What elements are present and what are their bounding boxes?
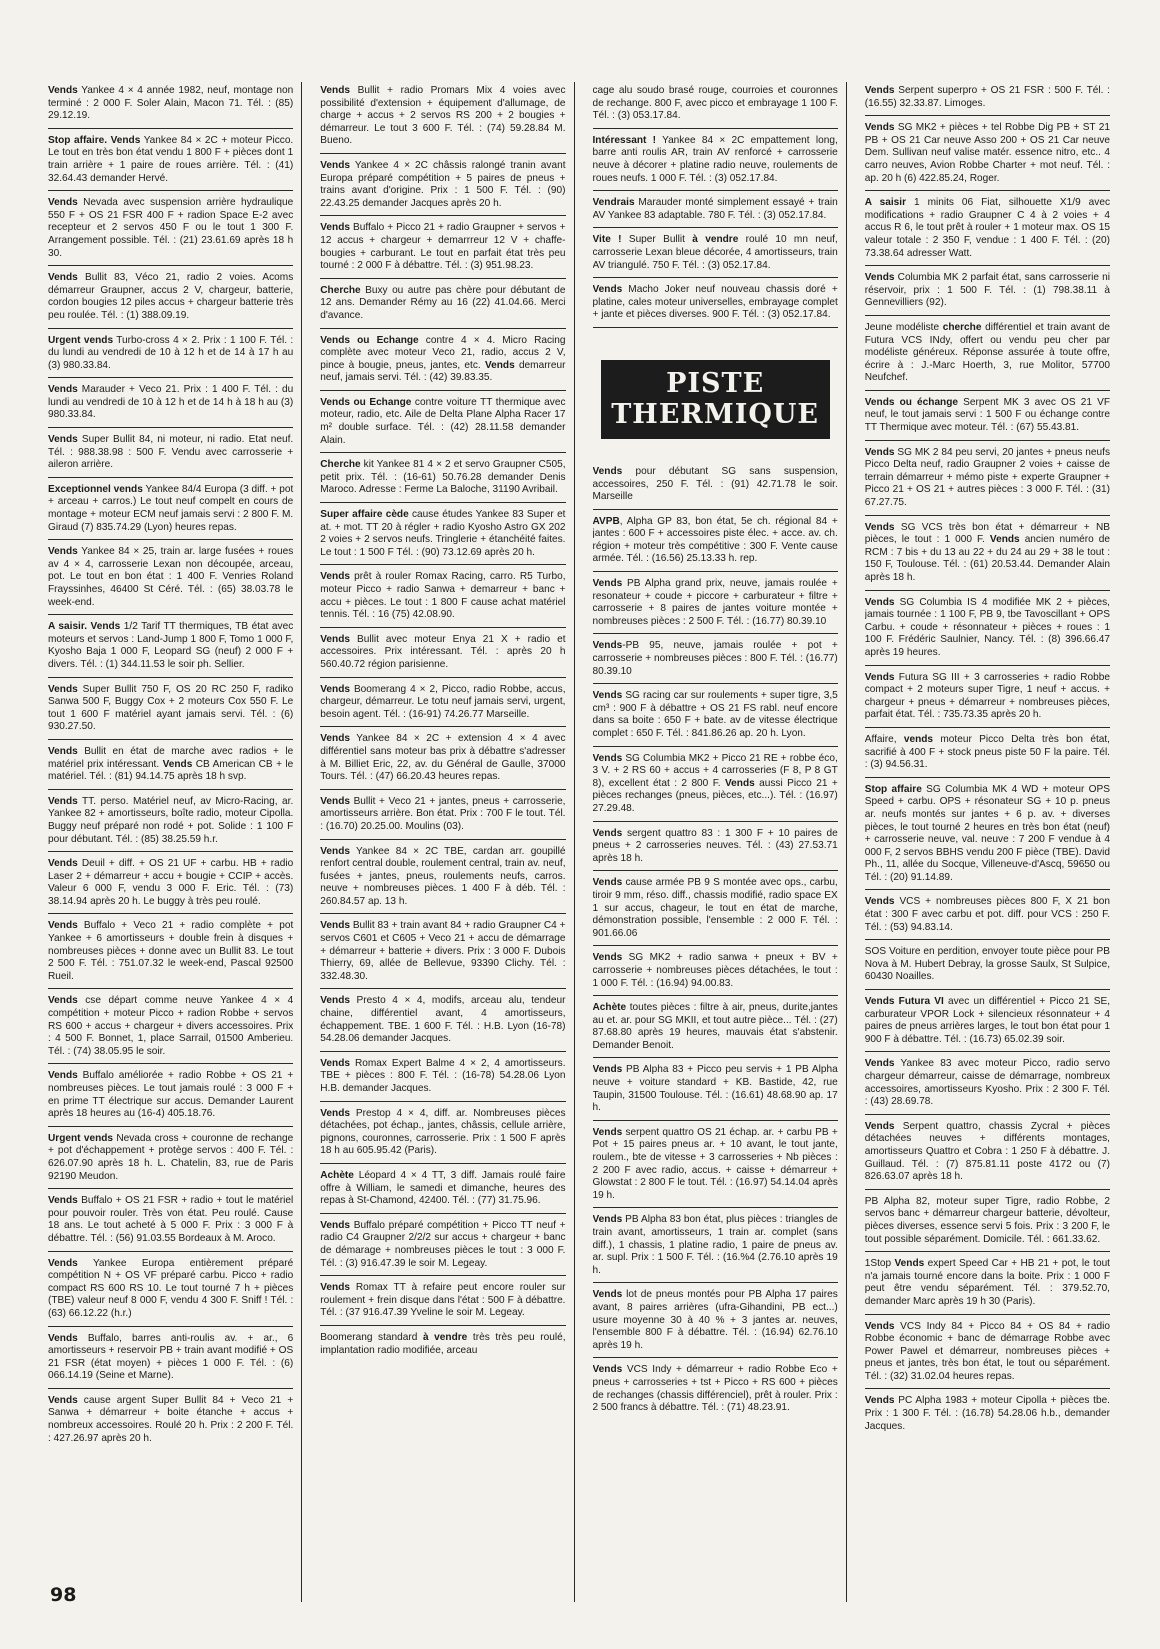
classified-ad	[320, 219, 565, 278]
ad-text: Buffalo améliorée + radio Robbe + OS 21 + nombreuses pièces. Le tout jamais roulé : 3 000 F + en prime TT électrique sur accus. Demander Laurent après 18 heures au (16-4) 405.18.76.	[48, 1070, 294, 1120]
ad-text: toutes pièces : filtre à air, pneus, durite,jantes au et. ar. pour SG MKII, et tout autre pièce... Tél. : (27) 87.68.80 après 19 heures, mauvais état s'abstenir. Demander Benoit.	[592, 1002, 838, 1051]
classified-ad	[48, 82, 293, 129]
ad-keyword: Urgent vends	[48, 334, 114, 346]
ad-text: SG MK2 + radio sanwa + pneux + BV + carrosserie + nombreuses pièces détachées, le tout : 1 000 F. Tél. : (16.94) 94.00.83.	[592, 952, 838, 989]
classified-ad	[865, 519, 1110, 591]
classified-ad	[48, 431, 293, 478]
classified-ad	[48, 1192, 293, 1251]
classified-ad	[593, 687, 838, 746]
ad-keyword: Vends	[592, 1289, 623, 1301]
ad-keyword: Vends	[592, 952, 623, 964]
ad-text: Columbia MK 2 parfait état, sans carrosserie ni réservoir, prix : 1 500 F. Tél. : (1) 798.38.11 à Gennevilliers (92).	[864, 272, 1110, 309]
ad-text: Romax TT à refaire peut encore rouler sur roulement + frein disque dans l'état : 500 F à débattre. Tél. : (37 916.47.39 Yveline le soir M. Legeay.	[320, 1282, 566, 1319]
classified-ad	[865, 781, 1110, 891]
ad-keyword: Vends ou échange	[864, 396, 959, 408]
ad-keyword: Vends	[320, 995, 350, 1007]
ad-keyword: Vends	[320, 683, 350, 695]
classified-ad	[865, 444, 1110, 516]
ad-text: Boomerang 4 × 2, Picco, radio Robbe, accus, chargeur, démarreur. Le totu neuf jamais servi, urgent, besoin agent. Tél. : (16-91) 74.26.77 Marseille.	[320, 683, 566, 720]
ad-text: Buxy ou autre pas chère pour débutant de 12 ans. Demander Rémy au 16 (22) 41.04.66. Merci d'avance.	[320, 284, 566, 321]
classified-ad	[593, 513, 838, 572]
ad-keyword: Vends	[320, 920, 350, 932]
ad-keyword: Vends	[592, 752, 623, 764]
ad-text: lot de pneus montés pour PB Alpha 17 paires avant, 8 paires arrières (ufra-Gihandini, PB ect...) usure moyenne 30 à 40 % + 3 jantes ar. neuves, l'ensemble 800 F à débattre. Tél. : (16.94) 62.76.10 après 19 h.	[592, 1289, 838, 1351]
banner-line: PISTE	[666, 367, 765, 399]
ad-keyword: Vends	[592, 690, 623, 702]
ad-text: Bullit en état de marche avec radios + le matériel prix intéressant.	[48, 745, 294, 770]
ad-keyword: Vends	[320, 571, 350, 583]
ad-text: Yankee 84 × 2C + moteur Picco. Le tout en très bon état vendu 1 800 F + pièces dont 1 train arrière + 1 paire de roues arrière. Tél. : (41) 32.64.43 demander Hervé.	[48, 134, 294, 184]
ad-keyword: Vends	[592, 284, 623, 296]
ads-column-2	[320, 82, 574, 1602]
classified-ad	[48, 332, 293, 379]
classified-ad	[593, 231, 838, 278]
ad-keyword: Vends	[592, 827, 623, 839]
classified-ad	[865, 993, 1110, 1052]
ad-keyword: Vends	[864, 272, 895, 284]
ad-text: SG Columbia IS 4 modifiée MK 2 + pièces, jamais tournée : 1 100 F, PB 9, tbe Tavoscillant + OPS Carbu. + coude + résonnateur + pièces + roues : 1 100 F. Frédéric Saulnier, Nancy. Tél. : (8) 396.66.47 après 19 heures.	[864, 596, 1110, 658]
classified-ad	[320, 730, 565, 789]
classified-ad	[48, 1255, 293, 1327]
ad-text: Turbo-cross 4 × 2. Prix : 1 100 F. Tél. : du lundi au vendredi de 10 à 12 h et de 14 à 17 h au (3) 980.33.84.	[48, 334, 294, 371]
ad-keyword: cherche	[942, 321, 982, 333]
classified-ad	[320, 1329, 565, 1362]
ad-text: cause armée PB 9 S montée avec ops., carbu, tiroir 9 mm, réso. diff., chassis modifié, radio space EX 1 sur accus, chageur, le tout en état de marche, démonstration possible, l'ensemble : 2 000 F. Tél. : 901.66.06	[592, 877, 838, 939]
classified-ad	[320, 506, 565, 565]
classified-ad	[48, 132, 293, 191]
ad-text: Jeune modéliste	[864, 321, 943, 333]
ad-text: Léopard 4 × 4 TT, 3 diff. Jamais roulé faire offre à William, le samedi et dimanche, heures des repas à St-Chamond, 42400. Tél. : (77) 31.75.96.	[320, 1169, 566, 1207]
ad-text: SG Columbia MK2 + Picco 21 RE + robbe éco, 3 V. + 2 RS 60 + accus + 4 carrosseries (F 8, P 8 GT 8), excellent état : 2 800 F.	[592, 752, 838, 789]
page-number: 98	[50, 1584, 77, 1606]
classified-ad	[320, 1055, 565, 1102]
classified-ad	[865, 394, 1110, 441]
ad-text: -PB 95, neuve, jamais roulée + pot + carrosserie + nombreuses pièces : 800 F. Tél. : (16.77) 80.39.10	[592, 640, 838, 677]
ad-text: 1Stop	[864, 1258, 895, 1270]
ad-keyword: Vite !	[592, 234, 622, 246]
classified-ad	[48, 481, 293, 540]
ad-text: PB Alpha grand prix, neuve, jamais roulée + resonateur + coude + piccore + carburateur + filtre + carrosserie + 8 paires de jantes voiture montée + nombreuses pièces : 2 500 F. Tél. : (16.77) 80.39.10	[592, 578, 838, 627]
ad-text: cage alu soudo brasé rouge, courroies et couronnes de rechange. 800 F, avec picco et embrayage 1 100 F. Tél. : (3) 053.17.84.	[592, 85, 838, 122]
ad-keyword: Vends	[162, 758, 193, 770]
classified-ad	[865, 669, 1110, 728]
ad-keyword: Vends	[320, 1219, 350, 1231]
ad-text: VCS Indy 84 + Picco 84 + OS 84 + radio Robbe économic + banc de démarrage Robbe avec Power Pawel et démarreur, nombreuses pièces + pneus et jantes, très bon état, le tout ou séparément. Tél. : (32) 31.02.04 heures repas.	[864, 1320, 1110, 1382]
ad-text: aussi Picco 21 + pièces rechanges (pneus, pièces, etc...). Tél. : (16.97) 27.29.48.	[592, 777, 838, 814]
classified-ad	[48, 793, 293, 852]
classified-ad	[320, 568, 565, 627]
classified-ad	[320, 1167, 565, 1214]
ad-text: Yankee 84 × 25, train ar. large fusées + roues av 4 × 4, carrosserie Lexan non découpée, arceau, pot. Le tout en bon état : 1 400 F. Venries Roland Frayssinhes, 46400 St Céré. Tél. : (65) 38.03.78 le week-end.	[48, 546, 294, 608]
ad-text: Super Bullit 750 F, OS 20 RC 250 F, radiko Sanwa 500 F, Buggy Cox + 2 moteurs Cox 550 F. Le tout 1 600 F matériel ayant jamais servi. Tél. : (6) 930.27.50.	[48, 683, 294, 733]
classified-ad	[48, 1067, 293, 1126]
banner-line: THERMIQUE	[611, 398, 820, 430]
ad-text: Serpent MK 3 avec OS 21 VF neuf, le tout jamais servi : 1 500 F ou échange contre TT Thermique avec moteur. Tél. : (67) 55.43.81.	[864, 396, 1110, 434]
ad-text: Deuil + diff. + OS 21 UF + carbu. HB + radio Laser 2 + démarreur + accu + bougie + CCIP + accès. Valeur 6 000 F, vendu 3 000 F. Eric. Tél. : (73) 38.14.94 après 20 h. Le buggy à très peu roulé.	[48, 858, 294, 907]
ad-text: Marauder monté simplement essayé + train AV Yankee 83 adaptable. 780 F. Tél. : (3) 052.17.84.	[592, 197, 838, 221]
ad-keyword: Vends	[864, 521, 895, 533]
ad-keyword: Vends	[48, 745, 78, 757]
classified-ad	[320, 631, 565, 678]
classified-ad	[320, 843, 565, 915]
ad-keyword: Vends	[320, 795, 350, 807]
ad-keyword: Vends	[320, 633, 350, 645]
ad-keyword: Vends ou Echange	[320, 396, 412, 408]
classified-ad	[865, 1055, 1110, 1114]
classified-ad	[48, 381, 293, 428]
ad-text: cause argent Super Bullit 84 + Veco 21 + Sanwa + démarreur + boite étanche + accus + nombreux accessoires. Roulé 20 h. Prix : 2 200 F. Tél. : 427.26.97 après 20 h.	[48, 1394, 294, 1444]
ad-keyword: Vends	[864, 896, 895, 908]
classified-ad	[48, 992, 293, 1064]
ad-text: prêt à rouler Romax Racing, carro. R5 Turbo, moteur Picco + radio Sanwa + demarreur + banc + accu + pièces. Le tout : 1 800 F cause achat matériel tennis. Tél. : 16 (75) 42.08.90.	[320, 571, 566, 621]
classified-ad	[865, 893, 1110, 940]
ad-text: Nevada cross + couronne de rechange + pot d'échappement + protège servos : 400 F. Tél. : 626.07.90 après 18 h. L. Chatelin, 83, rue de Paris 92190 Meudon.	[48, 1132, 294, 1182]
classified-ad	[865, 269, 1110, 316]
classified-ad	[320, 917, 565, 989]
classified-ad	[320, 1279, 565, 1326]
ad-text: Yankee 84 × 2C TBE, cardan arr. goupillé renfort central double, roulement central, train av. neuf, fusées + jantes, pneus, roulements neufs, carros. neuve + nombreuses pièces. 1 400 F à déb. Tél. : 260.84.57 ap. 13 h.	[320, 845, 566, 907]
ad-keyword: Cherche	[320, 284, 361, 296]
ad-text: SG Columbia MK 4 WD + moteur OPS Speed + carbu. OPS + résonateur SG + 10 p. pneus ar. neufs montés sur jantes + 6 p. av. + diverses pièces, le tout tourné 2 heures en très bon état (neuf) + carrosserie neuve, val. neuve : 7 200 F vendue à 4 000 F, 2 servos BBHS vendu 200 F pièce (TBE). David Ph., 11, allée du Socque, Villeneuve-d'Ascq, 59650 ou Tél. : (20) 91.14.89.	[864, 783, 1110, 883]
ad-text: Super Bullit 84, ni moteur, ni radio. Etat neuf. Tél. : 988.38.98 : 500 F. Vendu avec carrosserie + aileron arrière.	[48, 434, 294, 471]
ad-text: Bullit avec moteur Enya 21 X + radio et accessoires. Prix intéressant. Tél. : après 20 h 560.40.72 région parisienne.	[320, 633, 566, 670]
ad-keyword: Vends	[864, 1395, 895, 1407]
ad-keyword: Vends	[48, 795, 78, 807]
ad-keyword: Vends ou Echange	[320, 334, 419, 346]
ad-text: Serpent superpro + OS 21 FSR : 500 F. Tél. : (16.55) 32.33.87. Limoges.	[864, 85, 1110, 109]
ad-keyword: Vends	[320, 1282, 350, 1294]
ad-keyword: Vends	[320, 733, 350, 745]
ad-keyword: Vends	[724, 777, 755, 789]
ad-keyword: à vendre	[692, 234, 739, 246]
ad-keyword: Vends	[864, 671, 895, 683]
ad-keyword: Vends	[48, 546, 78, 558]
ad-keyword: Vends	[320, 222, 350, 234]
ad-text: Boomerang standard	[320, 1331, 423, 1343]
ad-keyword: Achète	[592, 1002, 627, 1014]
ad-text: Buffalo + Picco 21 + radio Graupner + servos + 12 accus + chargeur + demarrreur 12 V + chaffe-bougies + carburant. Le tout en parfait état très peu tourné : 2 000 F à débattre. Tél. : (3) 951.98.23.	[320, 222, 566, 272]
classified-ad	[865, 82, 1110, 116]
classified-ad	[320, 456, 565, 503]
ad-text: CB American CB + le matériel. Tél. : (81) 94.14.75 après 18 h svp.	[48, 758, 294, 783]
classified-ad	[320, 157, 565, 216]
classified-ad	[320, 82, 565, 154]
classified-ad	[48, 543, 293, 615]
ad-text: Buffalo + Veco 21 + radio complète + pot Yankee + 6 amortisseurs + double frein à disques + nombreuses pièces + donne avec un Bullit 83. Le tout 2 500 F. Tél. : 751.07.32 le week-end, Pascal 92500 Rueil.	[48, 920, 294, 982]
ad-keyword: Vends	[48, 272, 78, 284]
ad-text: ancien numéro de RCM : 7 bis + du 13 au 22 + du 24 au 29 + 38 le tout : 150 F, Toulouse. Tél. : (61) 20.53.44. Demander Alain après 18 h.	[864, 534, 1110, 583]
ad-text: Serpent quattro, chassis Zycral + pièces détachées neuves + différents montages, amortisseurs Quattro et Cobra : 1 250 F à débattre. J. Guillaud. Tél. : (7) 875.81.11 poste 4172 ou (7) 826.63.07 après 18 h.	[864, 1120, 1110, 1183]
ad-keyword: Vends	[48, 1257, 78, 1269]
ad-keyword: Vends	[592, 1214, 623, 1226]
classified-ad	[48, 194, 293, 266]
classified-ad	[593, 194, 838, 228]
ad-keyword: Vends	[48, 1332, 78, 1344]
ad-keyword: A saisir	[864, 197, 907, 209]
ad-keyword: Vends	[48, 1394, 78, 1406]
ad-keyword: à vendre	[422, 1331, 468, 1343]
ad-text: Nevada avec suspension arrière hydraulique 550 F + OS 21 FSR 400 F + radion Space E-2 avec recepteur et 2 servos 450 F ou le tout 1 300 F. Arrangement possible. Tél. : (21) 23.61.69 après 18 h 30.	[48, 197, 294, 259]
ad-keyword: Vends	[320, 85, 350, 96]
ad-text: Yankee 84/4 Europa (3 diff. + pot + arceau + carros.) Le tout neuf compelt en cours de montage + moteur ECM neuf jamais servi : 2 800 F. M. Giraud (7) 835.74.29 (Lyon) heures repas.	[48, 483, 294, 533]
classified-ad	[593, 281, 838, 328]
ad-keyword: Achète	[320, 1169, 354, 1181]
ad-keyword: Vends	[894, 1258, 925, 1270]
classified-ad	[593, 82, 838, 129]
ad-text: Yankee 83 avec moteur Picco, radio servo chargeur démarreur, caisse de démarrage, nombreux accessoires, amortisseurs Kyosho. Prix : 2 300 F. Tél. : (43) 28.69.78.	[864, 1058, 1110, 1108]
classified-ad	[593, 1361, 838, 1419]
ad-text: sergent quattro 83 : 1 300 F + 10 paires de pneus + 2 carrosseries neuves. Tél. : (43) 27.53.71 après 18 h.	[592, 827, 838, 864]
classified-ad	[48, 855, 293, 914]
classified-ad	[593, 132, 838, 191]
ad-keyword: Vends	[592, 578, 623, 590]
ad-text: VCS Indy + démarreur + radio Robbe Eco + pneus + carrosseries + tst + Picco + RS 600 + pièces de rechanges (chassis différenciel), prêt à rouler. Prix : 2 500 francs à débattre. Tél. : (71) 48.23.91.	[592, 1364, 838, 1414]
classified-ad	[865, 119, 1110, 191]
ad-text: kit Yankee 81 4 × 2 et servo Graupner C505, petit prix. Tél. : (16-61) 50.76.28 demander Denis Maroco. Adresse : Ferme La Baloche, 31190 Avribail.	[320, 459, 566, 496]
classified-ad	[865, 943, 1110, 990]
classified-ad	[865, 731, 1110, 778]
ad-text: SOS Voiture en perdition, envoyer toute pièce pour PB Nova à M. Hubert Debray, la grosse Saulx, St Sulpice, 60430 Noailles.	[864, 946, 1110, 983]
classified-ad	[865, 319, 1110, 391]
ad-keyword: Vends	[864, 85, 895, 96]
ad-text: Buffalo, barres anti-roulis av. + ar., 6 amortisseurs + reservoir PB + train avant modifié + OS 21 FSR (état moyen) + pièces 1 000 F. Tél. : (6) 066.14.19 (Seine et Marne).	[48, 1332, 294, 1382]
ad-text: contre voiture TT thermique avec moteur, radio, etc. Aile de Delta Plane Alpha Racer 17 m² double surface. Tél. : (42) 28.11.58 demander Alain.	[320, 396, 566, 446]
ad-text: , Alpha GP 83, bon état, 5e ch. régional 84 + jantes : 600 F + accessoires piste élec. + acce. av. ch. région + moteur très compétitive : 300 F. Vente cause armée. Tél. : (16.56) 25.13.33 h. rep.	[592, 515, 838, 565]
classified-ad	[320, 394, 565, 453]
ad-keyword: Vends	[592, 1064, 623, 1076]
ad-keyword: Stop affaire	[864, 783, 922, 795]
ad-keyword: Vends	[320, 1057, 350, 1069]
ad-keyword: Vends	[48, 920, 78, 932]
ad-keyword: Vends	[48, 384, 78, 396]
ad-text: cause études Yankee 83 Super et at. + mot. TT 20 à régler + radio Kyosho Astro GX 202 2 voies + 2 servos neufs. Tringlerie + étanchéité faites. Le tout : 1 500 F Tél. : (90) 73.12.69 après 20 h.	[320, 509, 566, 558]
ad-keyword: Vends	[592, 1364, 623, 1376]
ad-keyword: Vends	[320, 1107, 350, 1119]
ad-text: demarreur neuf, jamais servi. Tél. : (42) 39.83.35.	[320, 359, 566, 384]
classified-ad	[865, 1255, 1110, 1314]
ad-text: cse départ comme neuve Yankee 4 × 4 compétition + moteur Picco + radion Robbe + servos RS 600 + accus + chargeur + divers accessoires. Prix : 4 500 F. Bonnet, 1, place Sarrail, 01500 Amberieu. Tél. : (74) 38.05.95 le soir.	[48, 995, 294, 1057]
ad-keyword: Vends	[592, 640, 623, 652]
ad-keyword: Vends Futura VI	[864, 996, 944, 1008]
classified-ad	[320, 332, 565, 391]
ad-keyword: AVPB	[592, 515, 620, 527]
classified-ad	[320, 1105, 565, 1164]
ad-keyword: Vends	[48, 858, 78, 870]
ad-text: pour débutant SG sans suspension, accessoires, 250 F. Tél. : (91) 42.71.78 le soir. Marseille	[592, 465, 838, 503]
ad-text: Romax Expert Balme 4 × 2, 4 amortisseurs. TBE + pièces : 800 F. Tél. : (16-78) 54.28.06 Lyon H.B. demander Jacques.	[320, 1057, 566, 1094]
ad-keyword: Intéressant !	[592, 134, 656, 146]
ad-text: SG MK 2 84 peu servi, 20 jantes + pneus neufs Picco Delta neuf, radio Graupner 2 voies + caisse de terrain démarreur + mémo piste + experte Graupner + Picco 21 + OS 21 + autres pièces : 3 000 F. Tél. : (31) 67.27.75.	[864, 446, 1110, 509]
ad-keyword: Vends	[864, 1058, 895, 1070]
classified-ad	[320, 681, 565, 728]
classified-ad	[865, 1193, 1110, 1252]
ad-text: Yankee 84 × 2C + extension 4 × 4 avec différentiel sans moteur bas prix à débattre s'adresser à M. Billiet Eric, 22, av. du Général de Gaulle, 37000 Tours. Tél. : (47) 66.20.43 heures repas.	[320, 733, 566, 783]
ad-keyword: A saisir. Vends	[48, 621, 121, 633]
ad-text: Bullit 83, Véco 21, radio 2 voies. Acoms démarreur Graupner, accus 2 V, chargeur, batterie, cordon bougies 12 piles accus + chargeur batterie très peu roulée. Tél. : (1) 388.09.19.	[48, 272, 294, 321]
ad-text: 1 minits 06 Fiat, silhouette X1/9 avec modifications + radio Graupner C 4 à 2 voies + 4 accus R 6, le tout prêt à rouler + 1 moteur max. OS 15 valeur totale : 2 350 F, vendue : 1 400 F. Tél. : (20) 73.38.64 adresser Watt.	[864, 197, 1110, 259]
ad-text: Yankee 4 × 4 année 1982, neuf, montage non terminé : 2 000 F. Soler Alain, Macon 71. Tél. : (85) 29.12.19.	[48, 85, 294, 122]
classified-ad	[865, 1392, 1110, 1438]
ad-keyword: Vends	[48, 1070, 78, 1082]
classified-ad	[865, 1118, 1110, 1190]
classified-ads-page	[48, 82, 1110, 1602]
ad-text: VCS + nombreuses pièces 800 F, X 21 bon état : 300 F avec carbu et pot. diff. pour VCS : 250 F. Tél. : (53) 94.83.14.	[864, 896, 1110, 933]
ad-keyword: Exceptionnel vends	[48, 483, 143, 495]
classified-ad	[593, 874, 838, 946]
ad-text: Buffalo + OS 21 FSR + radio + tout le matériel pour pouvoir rouler. Très von état. Peu roulé. Cause 18 ans. Le tout acheté à 5 000 F. Prix : 3 000 F à débattre. Tél. : (56) 91.03.55 Bordeaux à M. Aroco.	[48, 1195, 294, 1244]
ad-keyword: Vends	[48, 1195, 78, 1207]
ad-text: PB Alpha 83 + Picco peu servis + 1 PB Alpha neuve + voiture standard + KB. Bastide, 42, rue Taupin, 31500 Toulouse. Tél. : (16.61) 48.68.90 ap. 17 h.	[592, 1064, 838, 1114]
ad-text: Marauder + Veco 21. Prix : 1 400 F. Tél. : du lundi au vendredi de 10 à 12 h et de 14 h à 18 h au (3) 980.33.84.	[48, 384, 294, 421]
classified-ad	[593, 463, 838, 510]
ad-text: SG VCS très bon état + démarreur + NB pièces, le tout : 1 000 F.	[864, 521, 1110, 546]
ad-text: moteur Picco Delta très bon état, sacrifié à 400 F + stock pneus piste 50 F la paire. Tél. : (3) 94.56.31.	[864, 733, 1110, 771]
ad-text: Futura SG III + 3 carrosseries + radio Robbe compact + 2 moteurs super Tigre, 1 neuf + accus. + chargeur + pneus + démarreur + nombreuses pièces, parfait état. Tél. : 735.73.35 après 20 h.	[864, 671, 1110, 721]
ad-text: SG racing car sur roulements + super tigre, 3,5 cm³ : 900 F à débattre + OS 21 FS rabl. neuf encore dans sa boite : 650 F + bate. av de vitesse électrique complet : 650 F. Tél. : 841.86.26 ap. 20 h. Lyon.	[592, 690, 838, 739]
ad-text: PB Alpha 83 bon état, plus pièces : triangles de train avant, amortisseurs, 1 train ar. complet (sans diff.), 1 chassis, 1 platine radio, 1 paire de pneus av. ar. supl. Prix : 1 500 F. Tél. : (16.%4 (2.76.10 après 19 h.	[592, 1214, 838, 1276]
ad-keyword: Vends	[592, 1126, 623, 1138]
ad-keyword: Vends	[48, 995, 78, 1007]
classified-ad	[593, 750, 838, 822]
ad-keyword: Vends	[320, 159, 350, 171]
ad-text: 1/2 Tarif TT thermiques, TB état avec moteurs et servos : Land-Jump 1 800 F, Tomo 1 000 F, Kyosho Baja 1 000 F, Leopard SG (neuf) 2 000 F + divers. Tél. : (1) 344.11.53 le soir ph. Sellier.	[48, 621, 294, 670]
ad-text: Yankee 4 × 2C châssis ralongé tranin avant Europa préparé compétition + 5 paires de pneus + trains avant d'origine. Prix : 1 500 F. Tél. : (90) 22.43.25 demander Jacques après 20 h.	[320, 159, 566, 209]
ad-text: Presto 4 × 4, modifs, arceau alu, tendeur chaine, différentiel avant, 4 amortisseurs, échappement. TBE. 1 600 F. Tél. : H.B. Lyon (16-78) 54.28.06 demander Jacques.	[320, 995, 566, 1045]
classified-ad	[48, 743, 293, 790]
classified-ad	[48, 269, 293, 328]
ad-text: Yankee Europa entièrement préparé compétition N + OS VF préparé carbu. Picco + radio compact RS 600 RS 10. Le tout tourné 7 h + pièces (TBE) valeur neuf 8 000 F, vendu 4 300 F. Sniff ! Tél. : (63) 66.12.22 (h.r.)	[48, 1257, 294, 1319]
ad-text: très très peu roulé, implantation radio modifiée, arceau	[320, 1331, 566, 1356]
classified-ad	[48, 1330, 293, 1389]
classified-ad	[865, 194, 1110, 266]
classified-ad	[593, 949, 838, 996]
ad-keyword: Urgent vends	[48, 1132, 114, 1144]
classified-ad	[593, 637, 838, 684]
classified-ad	[865, 1318, 1110, 1390]
ad-text: contre 4 × 4. Micro Racing complète avec moteur Veco 21, radio, accus 2 V, pince à bougie, pneus, jantes, etc.	[320, 334, 566, 371]
classified-ad	[593, 1286, 838, 1358]
ad-text: SG MK2 + pièces + tel Robbe Dig PB + ST 21 PB + OS 21 Car neuve Asso 200 + OS 21 Car neuve Dem. Sullivan neuf valise matér. essence nitro, etc.. 4 carro neuves, Avion Robbe Charter + mot neuf. Tél. : ap. 20 h (6) 422.85.24, Roger.	[864, 122, 1110, 184]
ad-text: expert Speed Car + HB 21 + pot, le tout n'a jamais tourné encore dans la boite. Prix : 1 000 F peut être vendu séparément. Tél. : 379.52.70, demander Marc après 19 h 30 (Paris).	[864, 1258, 1110, 1307]
classified-ad	[48, 1130, 293, 1189]
ad-text: Yankee 84 × 2C empattement long, barre anti roulis AR, train AV renforcé + carrosserie neuve à décorer + platine radio neuve, roulements de roues neufs. 1 000 F. Tél. : (3) 052.17.84.	[592, 134, 838, 184]
ad-keyword: Vends	[48, 197, 78, 209]
ad-keyword: Vends	[48, 85, 78, 96]
classified-ad	[865, 594, 1110, 666]
classified-ad	[593, 1211, 838, 1283]
classified-ad	[593, 825, 838, 872]
classified-ad	[593, 999, 838, 1058]
ad-text: Affaire,	[864, 733, 904, 745]
ad-keyword: Vends	[484, 359, 515, 371]
ad-keyword: Vends	[320, 845, 350, 857]
ad-text: Super Bullit	[621, 234, 693, 246]
ad-keyword: Vends	[592, 465, 623, 477]
ad-keyword: Super affaire cède	[320, 509, 409, 521]
ad-keyword: Vends	[864, 1320, 895, 1332]
classified-ad	[593, 1124, 838, 1209]
ads-column-1	[48, 82, 302, 1602]
ad-text: Macho Joker neuf nouveau chassis doré + platine, cales moteur universelles, embrayage complet + jante et pièces diverses. 900 F. Tél. : (3) 052.17.84.	[592, 284, 838, 321]
ad-keyword: Vends	[864, 1120, 895, 1132]
ad-keyword: Vends	[989, 534, 1020, 546]
classified-ad	[593, 1061, 838, 1120]
ad-keyword: Vends	[592, 877, 623, 889]
ad-text: Bullit 83 + train avant 84 + radio Graupner C4 + servos C601 et C605 + Veco 21 + accu de démarrage + démarreur + batterie + divers. Prix : 3 000 F. Dubois Thierry, 69, allée de Bellevue, 93390 Clichy. Tél. : 332.48.30.	[320, 920, 566, 982]
ad-text: PB Alpha 82, moteur super Tigre, radio Robbe, 2 servos banc + démarreur chargeur batterie, dévolteur, pièces diverses, essence servi 5 fois. Prix : 3 200 F, le tout possible séparément. Domicile. Tél. : 661.33.62.	[864, 1195, 1110, 1245]
ad-keyword: Vends	[864, 122, 895, 134]
classified-ad	[48, 1392, 293, 1450]
ad-keyword: Vends	[48, 434, 78, 446]
ad-keyword: vends	[903, 733, 934, 745]
ads-column-3	[593, 82, 847, 1602]
ad-text: différentiel et train avant de Futura VCS INdy, offert ou vendu peu cher par modéliste généreux. Réponse assurée à toute offre, écrire à : J.-Marc Hoerth, 3, rue Molitor, 57700 Neufchef.	[864, 321, 1110, 384]
ad-text: roulé 10 mn neuf, carrosserie Lexan bleue décorée, 4 amortisseurs, train AV triangulé. 750 F. Tél. : (3) 052.17.84.	[592, 234, 838, 271]
ad-keyword: Vends	[864, 446, 895, 458]
ads-column-4	[865, 82, 1110, 1602]
classified-ad	[48, 681, 293, 740]
ad-keyword: Vendrais	[592, 197, 635, 209]
ad-keyword: Stop affaire. Vends	[48, 134, 141, 146]
classified-ad	[48, 917, 293, 989]
ad-text: Bullit + radio Promars Mix 4 voies avec possibilité d'extension + équipement d'allumage, de charge + accus + 2 servos RS 200 + 2 bougies + démarreur. Le tout 3 600 F. Tél. : (74) 59.28.84 M. Bueno.	[320, 85, 566, 147]
ad-text: Prestop 4 × 4, diff. ar. Nombreuses pièces détachées, pot échap., jantes, châssis, cellule arrière, pignons, couronnes, carrosserie. Prix : 1 500 F après 18 h au 605.95.42 (Paris).	[320, 1107, 566, 1157]
ad-text: avec un différentiel + Picco 21 SE, carburateur VPOR Lock + silencieux résonnateur + 4 paires de pneus arrières larges, le tout bon état pour 1 900 F à débattre. Tél. : (16.73) 65.02.39 soir.	[864, 996, 1110, 1045]
ad-keyword: Vends	[864, 596, 895, 608]
ad-text: Buffalo préparé compétition + Picco TT neuf + radio C4 Graupner 2/2/2 sur accus + chargeur + banc de démarage + nombreuses pièces le tout : 3 000 F. Tél. : (3) 916.47.39 le soir M. Legeay.	[320, 1219, 566, 1269]
classified-ad	[320, 992, 565, 1051]
classified-ad	[320, 1217, 565, 1276]
section-banner-piste-thermique	[601, 360, 830, 439]
classified-ad	[320, 282, 565, 329]
ad-text: PC Alpha 1983 + moteur Cipolla + pièces tbe. Prix : 1 300 F. Tél. : (16.78) 54.28.06 h.b., demander Jacques.	[864, 1395, 1110, 1432]
classified-ad	[48, 618, 293, 677]
ad-text: serpent quattro OS 21 échap. ar. + carbu PB + Pot + 15 paires pneus ar. + 10 avant, le tout jante, roulem., bte de vitesse + 3 carrosseries + Nb pièces : 2 200 F avec radio, accus. + caisse + démarreur + Glowstat : 2 800 F le tout. Tél. : (16.97) 54.14.04 après 19 h.	[592, 1126, 838, 1201]
classified-ad	[593, 575, 838, 634]
classified-ad	[320, 793, 565, 840]
ad-keyword: Cherche	[320, 459, 361, 471]
ad-keyword: Vends	[48, 683, 78, 695]
ad-text: Bullit + Veco 21 + jantes, pneus + carrosserie, amortisseurs arrière. Bon état. Prix : 700 F le tout. Tél. : (16.70) 20.25.00. Moulins (03).	[320, 795, 566, 832]
ad-text: TT. perso. Matériel neuf, av Micro-Racing, ar. Yankee 82 + amortisseurs, boîte radio, moteur Cipolla. Buggy neuf préparé non rodé + pot. Solide : 1 100 F pour débutant. Tél. : (85) 38.25.59 h.r.	[48, 795, 294, 845]
